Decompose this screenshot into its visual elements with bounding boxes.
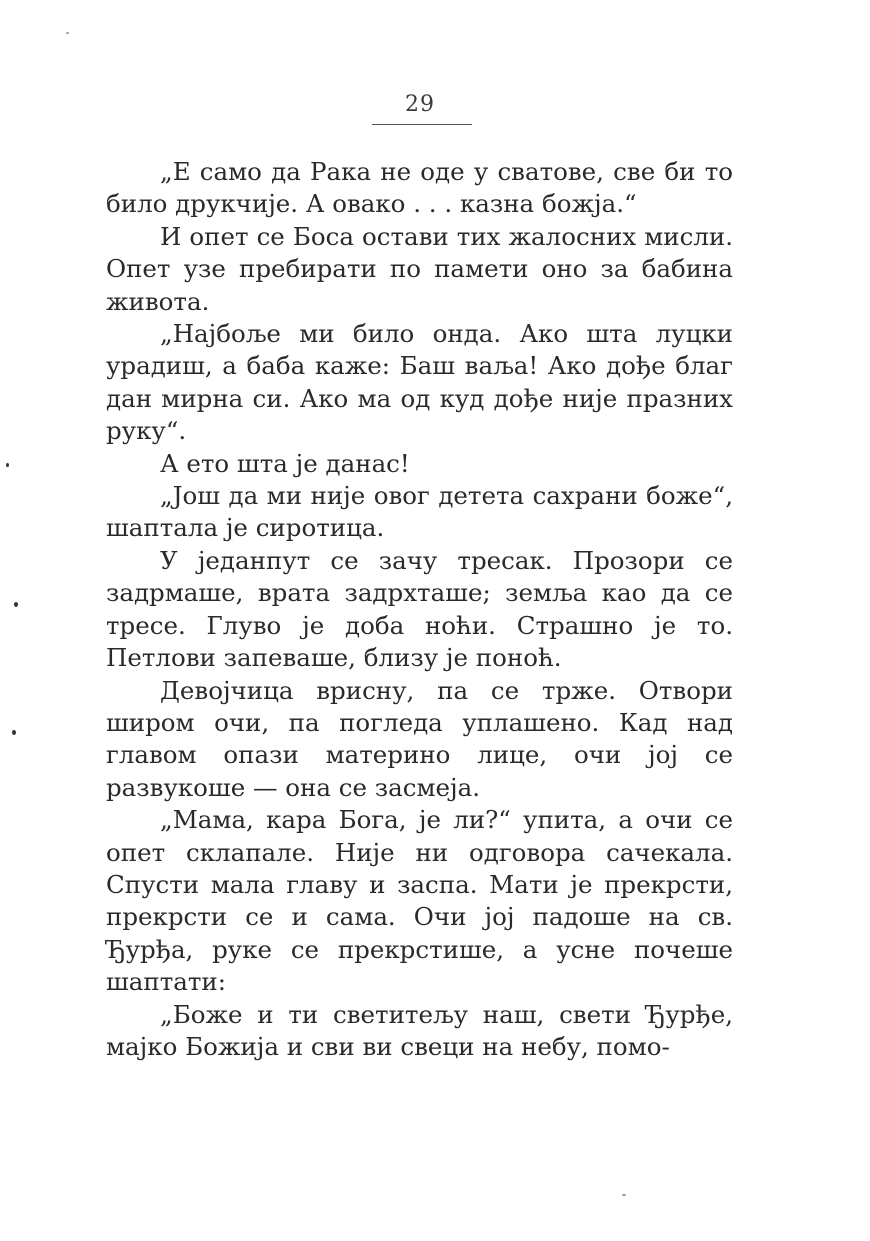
scan-speck [14,602,18,607]
paragraph: „Још да ми није овог детета сахрани боже“, шаптала је сиротица. [106,481,733,543]
paragraph: „Боже и ти светитељу наш, свети Ђурђе, мајко Божија и сви ви свеци на небу, помо- [106,999,733,1061]
paragraph: А ето шта је данас! [160,448,410,478]
scan-speck [622,1194,626,1196]
paragraph: „Најбоље ми било онда. Ако шта луцки урадиш, а баба каже: Баш ваља! Ако дође благ дан мирна си. Ако ма од куд дође није празних руку“. [106,319,733,446]
paragraph: И опет се Боса остави тих жалосних мисли. Опет узе пребирати по памети оно за бабина живота. [106,221,733,316]
paragraph: Девојчица врисну, па се трже. Отвори широм очи, па погледа уплашено. Кад над главом опази материно лице, очи јој се развукоше — она се засмеја. [106,675,733,802]
page-number: 29 [405,92,435,117]
scan-speck [12,730,16,735]
scan-speck [66,32,69,34]
paragraph: У једанпут се зачу тресак. Прозори се задрмаше, врата задрхташе; земља као да се тресе. Глуво је доба ноћи. Страшно је то. Петлови запеваше, близу је поноћ. [106,545,733,673]
page-number-rule [372,124,472,125]
paragraph: „Мама, кара Бога, је ли?“ упита, а очи се опет склапале. Није ни одговора сачекала. Спусти мала главу и заспа. Мати је прекрсти, прекрсти се и сама. Очи јој падоше на св. Ђурђа, руке се прекрстише, а усне почеше шаптати: [106,805,733,997]
body-text [106,156,733,1063]
scan-speck [6,463,9,467]
paragraph: „Е само да Рака не оде у сватове, све би то било друкчије. А овако . . . казна божја.“ [106,157,733,219]
